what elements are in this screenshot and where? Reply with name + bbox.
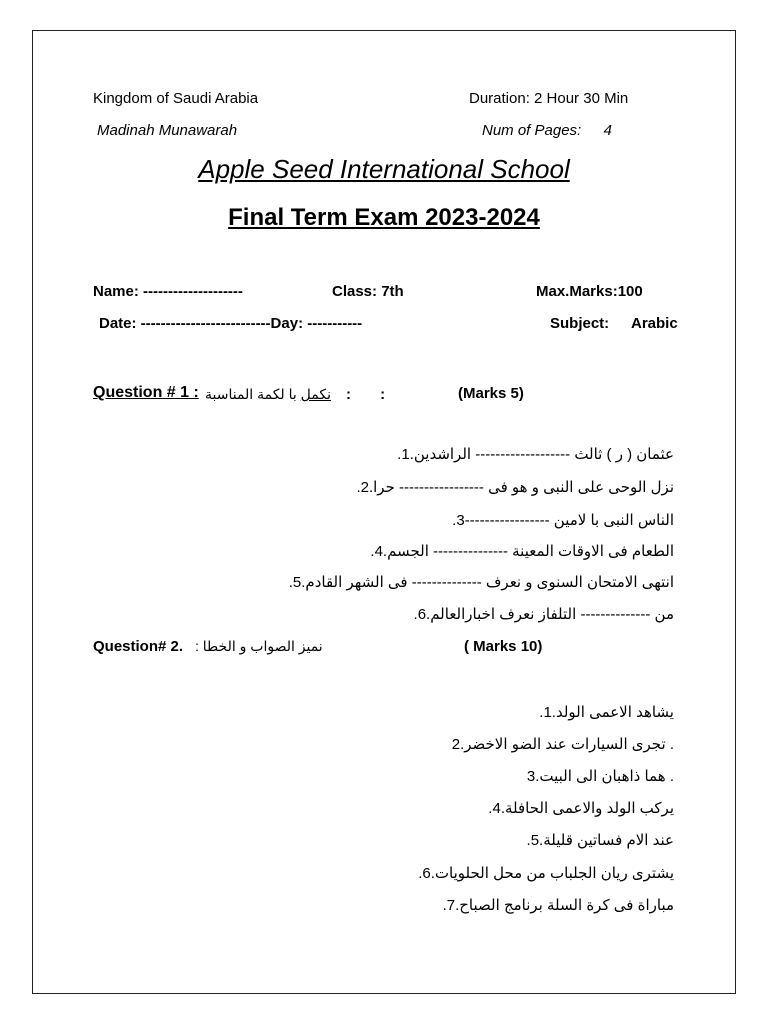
school-name: Apple Seed International School (198, 154, 570, 184)
class-field: Class: 7th (332, 283, 404, 300)
q2-item: عند الام فساتين قليلة.5. (526, 832, 674, 849)
q2-item: مباراة فى كرة السلة برنامج الصباح.7. (442, 897, 674, 914)
num-pages-label: Num of Pages: (482, 122, 582, 139)
q2-marks: ( Marks 10) (464, 638, 543, 655)
q1-item: الناس النبى با لامين -----------------3. (452, 512, 674, 529)
q2-item: يشاهد الاعمى الولد.1. (539, 704, 674, 721)
q1-item: انتهى الامتحان السنوى و نعرف -------------- فى الشهر القادم.5. (288, 574, 674, 591)
q1-label: Question # 1 : (93, 384, 199, 401)
country-label: Kingdom of Saudi Arabia (93, 90, 259, 107)
q1-item: عثمان ( ر ) ثالث ------------------- الراشدين.1. (397, 446, 674, 463)
date-day-field: Date: --------------------------Day: ----------- (99, 315, 363, 332)
subject-field (550, 315, 678, 332)
q2-item: . تجرى السيارات عند الضو الاخضر.2 (451, 736, 674, 753)
q2-item: . هما ذاهبان الى البيت.3 (526, 768, 674, 785)
q1-item: نزل الوحى على النبى و هو فى ----------------- حرا.2. (356, 479, 674, 496)
duration-label: Duration: 2 Hour 30 Min (469, 90, 629, 107)
q1-item: من -------------- التلفاز نعرف اخبارالعالم.6. (413, 606, 674, 623)
q1-instruction-rest: با لكمة المناسبة (205, 386, 301, 402)
q1-marks: (Marks 5) (458, 385, 524, 402)
city-label: Madinah Munawarah (97, 122, 238, 139)
subject-value: Arabic (630, 315, 678, 332)
q2-label: Question# 2. (93, 638, 184, 655)
q1-instruction (205, 386, 331, 403)
exam-title: Final Term Exam 2023-2024 (228, 204, 540, 231)
name-field: Name: -------------------- (93, 283, 243, 300)
q2-item: يركب الولد والاعمى الحافلة.4. (488, 800, 674, 817)
q1-item: الطعام فى الاوقات المعينة --------------- الجسم.4. (370, 543, 674, 560)
q2-instruction: نميز الصواب و الخطا : (195, 638, 323, 654)
q1-instruction-underlined: نكمل (300, 386, 331, 402)
num-pages-value: 4 (603, 122, 612, 139)
max-marks: Max.Marks:100 (536, 283, 643, 300)
subject-label: Subject: (550, 315, 610, 332)
num-pages (482, 122, 612, 139)
q2-item: يشترى ريان الجلباب من محل الحلويات.6. (418, 865, 674, 882)
q1-colons: : : (346, 386, 386, 403)
